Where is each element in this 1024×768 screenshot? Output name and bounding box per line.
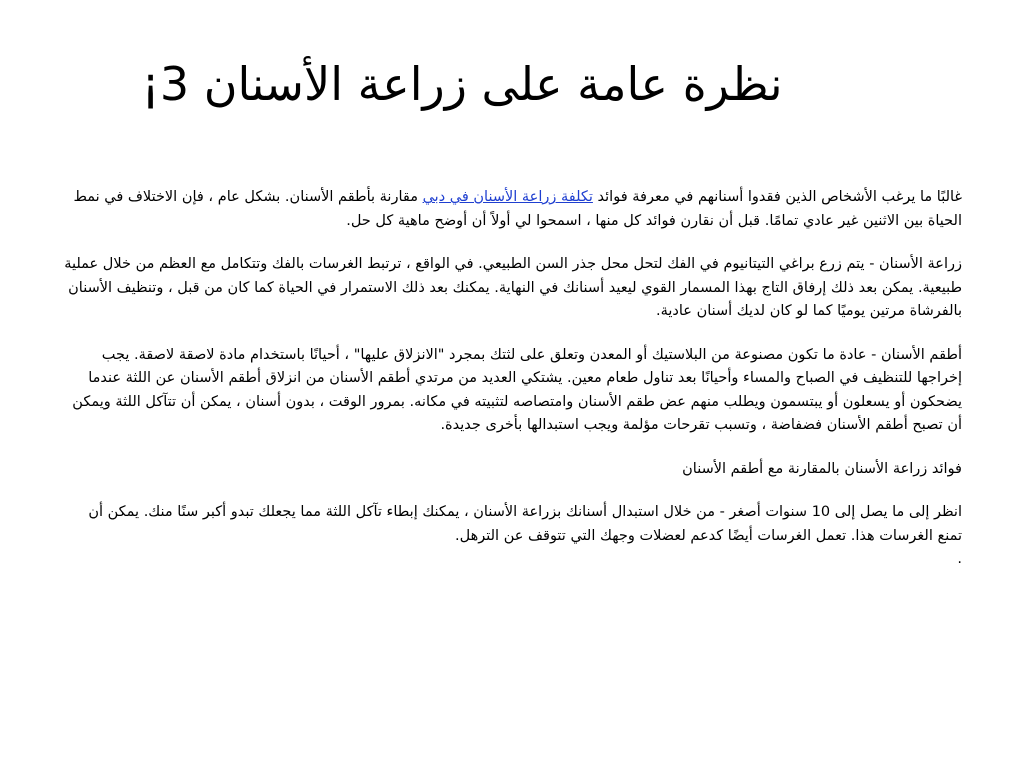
slide-body [60,186,962,572]
paragraph-dot: . [957,551,962,567]
paragraph-implants: زراعة الأسنان - يتم زرع براغي التيتانيوم في الفك لتحل محل جذر السن الطبيعي. في الواقع ، ترتبط الغرسات بالفك وتتكامل مع العظم من خلال عملية طبيعية. يمكن بعد ذلك إرفاق التاج بهذا المسمار القوي ليعيد أسنانك في النهاية. يمكنك بعد ذلك الاستمرار في الحياة كما كان من قبل ، وتنظيف الأسنان بالفرشاة مرتين يوميًا كما لو كان لديك أسنان عادية. [64,256,962,319]
paragraph-intro-after: مقارنة بأطقم الأسنان. بشكل عام ، فإن الاختلاف في نمط الحياة بين الاثنين غير عادي تمامًا. قبل أن نقارن فوائد كل منها ، اسمحوا لي أولاً أن أوضح ماهية كل حل. [73,189,962,229]
paragraph-younger: انظر إلى ما يصل إلى 10 سنوات أصغر - من خلال استبدال أسنانك بزراعة الأسنان ، يمكنك إبطاء تآكل اللثة مما يجعلك تبدو أكبر سنًا منك. يمكن أن تمنع الغرسات هذا. تعمل الغرسات أيضًا كدعم لعضلات وجهك التي تتوقف عن الترهل. [88,504,962,544]
paragraph-benefits-heading: فوائد زراعة الأسنان بالمقارنة مع أطقم الأسنان [682,460,962,477]
paragraph-intro-before: غالبًا ما يرغب الأشخاص الذين فقدوا أسنانهم في معرفة فوائد [592,189,962,205]
slide-title: نظرة عامة على زراعة الأسنان 3¡ [141,57,783,111]
paragraph-dentures: أطقم الأسنان - عادة ما تكون مصنوعة من البلاستيك أو المعدن وتعلق على لثتك بمجرد "الانزلاق عليها" ، أحيانًا باستخدام مادة لاصقة لاصقة. يجب إخراجها للتنظيف في الصباح والمساء وأحيانًا بعد تناول طعام معين. يشتكي العديد من مرتدي أطقم الأسنان من انزلاق أطقم الأسنان عن اللثة عندما يضحكون أو يسعلون أو يبتسمون ويطلب منهم عض طقم الأسنان وامتصاصه لتثبيته في مكانه. بمرور الوقت ، بدون أسنان ، يمكن أن تتآكل اللثة ويمكن أن تصبح أطقم الأسنان فضفاضة ، وتسبب تقرحات مؤلمة ويجب استبدالها بأخرى جديدة. [72,346,962,433]
implant-cost-link[interactable]: تكلفة زراعة الأسنان في دبي [422,189,593,205]
paragraph-intro [60,186,962,233]
